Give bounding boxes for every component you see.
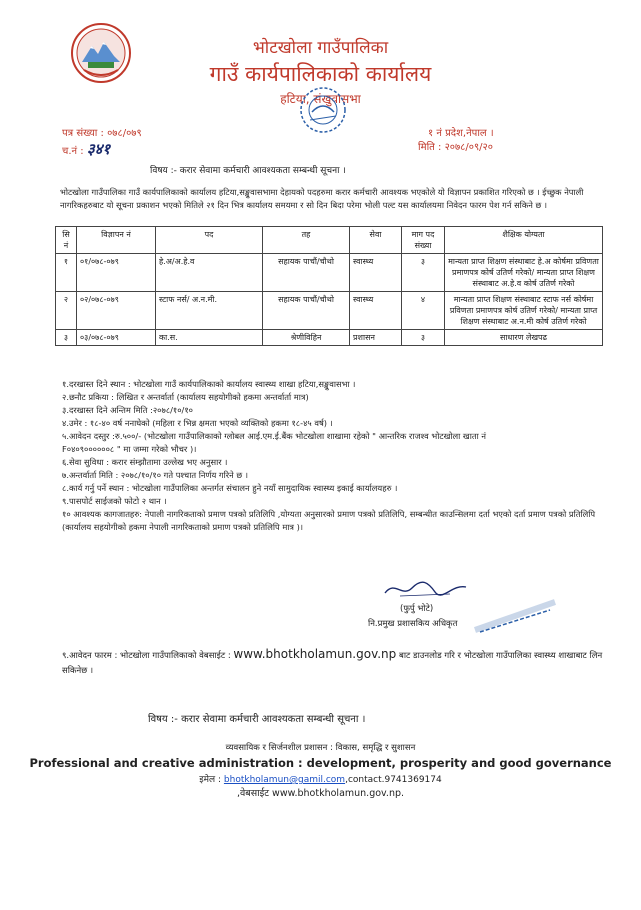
table-row xyxy=(56,330,603,346)
notes-list xyxy=(62,378,602,534)
form-suffix: बाट डाउनलोड गरि र भोटखोला गाउँपालिका स्वास्थ्य शाखाबाट लिन सकिनेछ । xyxy=(62,651,603,676)
col-count: माग पद संख्या xyxy=(402,227,445,254)
col-post: पद xyxy=(156,227,263,254)
table-row xyxy=(56,292,603,330)
table-row xyxy=(56,254,603,292)
note-item: ७.अन्तर्वार्ता मिति : २०७८/१०/१० गते पश्चात निर्णय गरिने छ । xyxy=(62,470,248,480)
cell-sn: १ xyxy=(56,254,77,292)
note-item: F०४०९००००००८ " मा जम्मा गरेको भौचर )। xyxy=(62,444,197,454)
footer-website: ,वेबसाईट www.bhotkholamun.gov.np. xyxy=(236,788,405,799)
signatory-name: (फुर्पु भोटे) xyxy=(400,604,434,614)
cell-count: ४ xyxy=(402,292,445,330)
dispatch-number xyxy=(62,139,110,159)
dispatch-value: ३४१ xyxy=(86,140,111,158)
footer-phone: ,contact.9741369174 xyxy=(345,775,442,785)
footer-email-link[interactable]: bhotkholamun@gamil.com xyxy=(223,775,346,785)
col-qualification: शैक्षिक योग्यता xyxy=(445,227,603,254)
letter-date: मिति : २०७८/०९/२० xyxy=(418,142,493,153)
col-ad-no: विज्ञापन नं xyxy=(77,227,156,254)
cell-service: प्रशासन xyxy=(350,330,402,346)
subject-line: विषय :- करार सेवामा कर्मचारी आवश्यकता सम्बन्धी सूचना । xyxy=(150,166,346,176)
cell-ad-no: ०१/०७८-०७९ xyxy=(77,254,156,292)
header-office: गाउँ कार्यपालिकाको कार्यालय xyxy=(209,62,432,86)
cell-service: स्वास्थ्य xyxy=(350,254,402,292)
cell-post: का.स. xyxy=(156,330,263,346)
note-item: ८.कार्य गर्नु पर्ने स्थान : भोटखोला गाउँपालिका अन्तर्गत संचालन हुने नयाँ सामुदायिक स्वास्थ्य इकाई कार्यालयहरु । xyxy=(62,483,398,493)
footer-motto-en: Professional and creative administration : development, prosperity and good governance xyxy=(29,756,612,770)
subject-line-repeat: विषय :- करार सेवामा कर्मचारी आवश्यकता सम्बन्धी सूचना । xyxy=(148,714,366,725)
dispatch-label: च.नं : xyxy=(62,146,84,157)
footer-motto-np: व्यवसायिक र सिर्जनशील प्रशासन : विकास, समृद्धि र सुशासन xyxy=(225,743,416,753)
cell-service: स्वास्थ्य xyxy=(350,292,402,330)
signature-scribble xyxy=(380,578,470,600)
cell-post: स्टाफ नर्स/ अ.न.मी. xyxy=(156,292,263,330)
note-item: ९.पासपोर्ट साईजको फोटो २ थान । xyxy=(62,496,167,506)
cell-ad-no: ०२/०७८-०७९ xyxy=(77,292,156,330)
cell-post: हे.अ/अ.हे.व xyxy=(156,254,263,292)
cell-level: श्रेणीविहिन xyxy=(263,330,350,346)
signatory-title: नि.प्रमुख प्रशासकिय अधिकृत xyxy=(368,619,458,629)
cell-level: सहायक पाचौं/चौथो xyxy=(263,254,350,292)
note-item: ३.दरखास्त दिने अन्तिम मिति :२०७८/१०/१० xyxy=(62,405,193,415)
cell-sn: २ xyxy=(56,292,77,330)
cell-count: ३ xyxy=(402,254,445,292)
cell-qualification: मान्यता प्राप्त शिक्षण संस्थाबाट हे.अ कोर्षमा प्रविणता प्रमाणपत्र कोर्ष उतिर्ण गरेको/ मान्यता प्राप्त शिक्षण संस्थाबाट अ.हे.व कोर्ष उतिर्ण गरेको xyxy=(445,254,603,292)
note-item: ५.आवेदन दस्तुर :रु.५००/- (भोटखोला गाउँपालिकाको ग्लोबल आई.एम.ई.बैंक भोटखोला शाखामा रहेको " आन्तरिक राजश्व भोटखोला खाता नं xyxy=(62,431,486,441)
col-sn: सि नं xyxy=(56,227,77,254)
cell-level: सहायक पाचौं/चौथो xyxy=(263,292,350,330)
intro-paragraph: भोटखोला गाउँपालिका गाउँ कार्यपालिकाको कार्यालय हटिया,सङ्खुवासभामा देहायको पदहरुमा करार कर्मचारी आवश्यक भएकोले यो विज्ञापन प्रकाशित गरिएको छ । ईच्छुक नेपाली नागरिकहरुबाट यो सूचना प्रकाशन भएको मितिले २१ दिन भित्र कार्यालय समयमा र सो दिन बिदा परेमा भोली पल्ट यस कार्यालयमा निवेदन फारम पेश गर्न सकिने छ । xyxy=(60,187,584,210)
note-item: १० आवश्यक कागजातहरु: नेपाली नागरिकताको प्रमाण पत्रको प्रतिलिपि ,योग्यता अनुसारको प्रमाण पत्रको प्रतिलिपि, सम्बन्धीत काउन्सिलमा दर्ता भएको दर्ता प्रमाण पत्रको प्रतिलिपि (कार्यालय सहयोगीको हकमा नेपाली नागरिकताको प्रमाण पत्रको प्रतिलिपि मात्र )। xyxy=(62,509,596,532)
cell-qualification: साधारण लेखपढ xyxy=(445,330,603,346)
application-form-note xyxy=(62,647,607,679)
note-item: ४.उमेर : १८-४० वर्ष ननाघेको (महिला र भिन्न क्षमता भएको व्यक्तिको हकमा १८-४५ वर्ष) । xyxy=(62,418,333,428)
office-stamp xyxy=(292,86,354,138)
col-level: तह xyxy=(263,227,350,254)
cell-qualification: मान्यता प्राप्त शिक्षण संस्थाबाट स्टाफ नर्स कोर्षमा प्रविणता प्रमाणपत्र कोर्ष उतिर्ण गरेको/ मान्यता प्राप्त शिक्षण संस्थाबाट अ.न.मी कोर्ष उतिर्ण गरेको xyxy=(445,292,603,330)
form-website: www.bhotkholamun.gov.np xyxy=(233,647,397,661)
cell-count: ३ xyxy=(402,330,445,346)
col-service: सेवा xyxy=(350,227,402,254)
vacancy-table xyxy=(55,226,603,346)
letter-number: पत्र संख्या : ०७८/०७९ xyxy=(62,128,142,139)
province: १ नं प्रदेश,नेपाल । xyxy=(428,128,494,139)
cell-sn: ३ xyxy=(56,330,77,346)
footer-email-label: इमेल : xyxy=(199,775,222,785)
table-header-row xyxy=(56,227,603,254)
cell-ad-no: ०३/०७८-०७९ xyxy=(77,330,156,346)
header-municipality: भोटखोला गाउँपालिका xyxy=(252,38,389,58)
note-item: २.छनौट प्रकिया : लिखित र अन्तर्वार्ता (कार्यालय सहयोगीको हकमा अन्तर्वार्ता मात्र) xyxy=(62,392,309,402)
note-item: ६.सेवा सुविधा : करार संम्झौतामा उल्लेख भए अनुसार । xyxy=(62,457,228,467)
header-location: हटिया, संखुवासभा xyxy=(280,92,361,106)
footer-contact xyxy=(0,772,641,785)
form-prefix: ९.आवेदन फारम : भोटखोला गाउँपालिकाको वेबसाईट : xyxy=(62,651,231,661)
official-stamp xyxy=(470,596,560,636)
note-item: १.दरखास्त दिने स्थान : भोटखोला गाउँ कार्यपालिकाको कार्यालय स्वास्थ्य शाखा हटिया,सङ्खुवासभा । xyxy=(62,379,356,389)
